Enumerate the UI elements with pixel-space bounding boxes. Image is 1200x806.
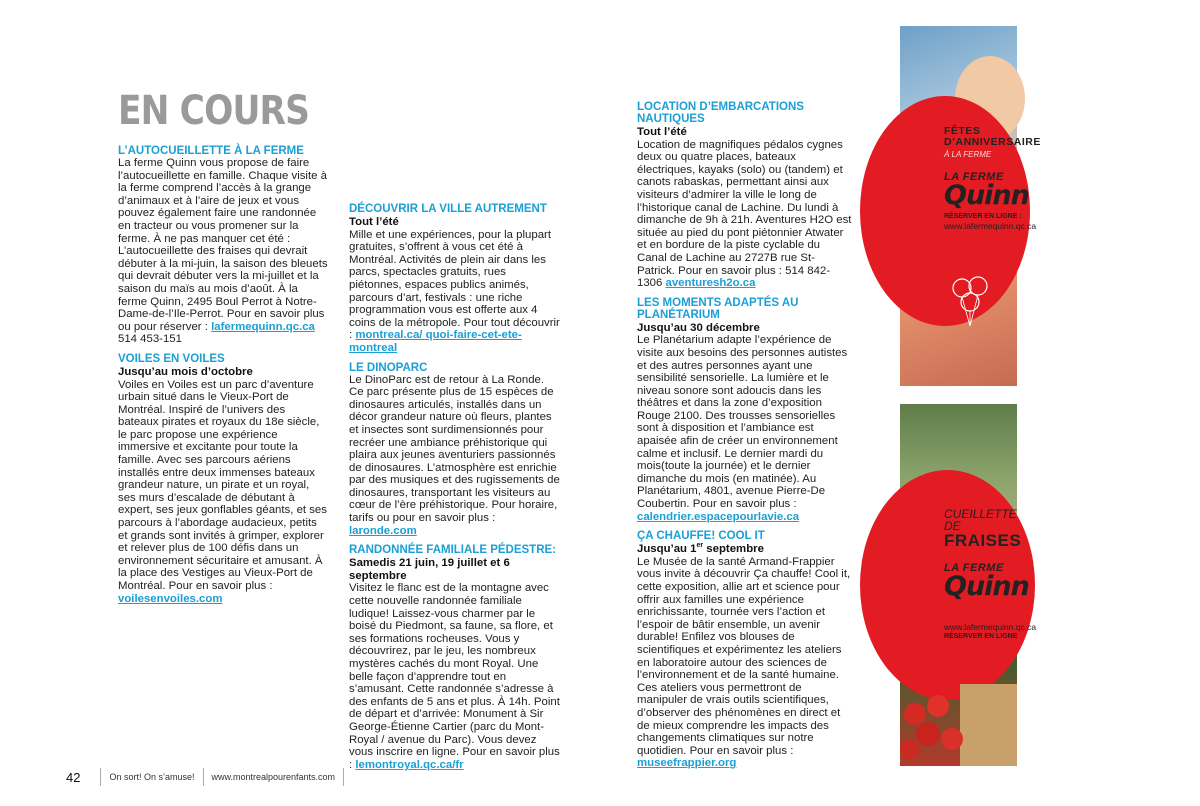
article-title: LES MOMENTS ADAPTÉS AU PLANÉTARIUM xyxy=(637,296,799,321)
article-voiles-en-voiles xyxy=(118,353,328,605)
column-1 xyxy=(118,145,328,612)
article-title: VOILES EN VOILES xyxy=(118,352,225,365)
article-decouvrir-ville xyxy=(349,203,561,355)
article-title: LE DINOPARC xyxy=(349,361,428,374)
footer-divider xyxy=(203,768,204,786)
ad-url[interactable]: www.lafermequinn.qc.ca xyxy=(944,622,1037,632)
article-body: Le Musée de la santé Armand-Frappier vous invite à découvrir Ça chauffe! Cool it, cette exposition, allie art et science pour offrir aux familles une expérience enrichissante, tournée vers l’action et l’espoir de bâtir ensemble, un avenir durable! Enfilez vos blouses de scientifiques et expérimentez les ateliers en laboratoire autour des sciences de l’environnement et de la santé humaine. Ces ateliers vous permettront de manipuler de vrais outils scientifiques, d’observer des phénomènes en direct et de mieux comprendre les impacts des changements climatiques sur notre quotidien. Pour en savoir plus : museefrappier.org xyxy=(637,555,851,770)
article-randonnee xyxy=(349,544,561,771)
article-link[interactable]: museefrappier.org xyxy=(637,757,737,770)
article-body: Visitez le flanc est de la montagne avec cette nouvelle randonnée familiale ludique! Laissez-vous charmer par le boisé du Piedmont, sa faune, sa flore, et ses formations rocheuses. Vous y découvrirez, par le jeu, les nombreux mystères cachés du mont Royal. Une belle façon d’apprendre tout en s’amusant. Cette randonnée s’adresse à des enfants de 5 ans et plus. À 14h. Point de départ et d’arrivée: Monument à Sir George-Étienne Cartier (parc du Mont-Royal / avenue du Parc). Vous devez vous inscrire en ligne. Pour en savoir plus : lemontroyal.qc.ca/fr xyxy=(349,582,560,771)
article-embarcations xyxy=(637,101,852,290)
brand-logo-top: LA FERME xyxy=(944,171,1004,183)
article-date: Tout l’été xyxy=(349,216,399,228)
article-link[interactable]: laronde.com xyxy=(349,524,417,537)
ad-fetes-anniversaire[interactable] xyxy=(900,26,1041,386)
article-link[interactable]: lemontroyal.qc.ca/fr xyxy=(355,758,464,771)
balloons-icon xyxy=(948,276,998,331)
ad-subheading: À LA FERME xyxy=(944,150,992,159)
article-body: Location de magnifiques pédalos cygnes deux ou quatre places, bateaux électriques, kayaks (solo) ou (tandem) et canots rabaskas, permettant ainsi aux visiteurs d’admirer la ville le long de l’historique canal de Lachine. Du lundi à dimanche de 9h à 21h. Aventures H2O est située au pied du pont piétonnier Atwater et en bordure de la piste cyclable du Canal de Lachine au 2727B rue St-Patrick. Pour en savoir plus : 514 842-1306 aventuresh2o.ca xyxy=(637,138,852,290)
column-2 xyxy=(349,203,561,778)
article-link[interactable]: voilesenvoiles.com xyxy=(118,592,223,605)
article-dinoparc xyxy=(349,362,561,538)
article-date: Jusqu’au mois d’octobre xyxy=(118,365,253,378)
ad-heading: D’ANNIVERSAIRE xyxy=(944,136,1041,148)
page-number: 42 xyxy=(66,769,81,785)
article-autocueillette xyxy=(118,145,328,346)
column-3 xyxy=(637,101,852,777)
ad-heading: FÊTES xyxy=(944,125,981,137)
ad-cueillette-fraises[interactable] xyxy=(900,404,1037,766)
ad-cta: RÉSERVER EN LIGNE : xyxy=(944,213,1022,220)
ad-text xyxy=(944,508,1036,640)
article-title: LOCATION D’EMBARCATIONS NAUTIQUES xyxy=(637,101,804,125)
article-body: Voiles en Voiles est un parc d’aventure urbain situé dans le Vieux-Port de Montréal. Inspiré de l’univers des bateaux pirates et royaux du 18e siècle, le parc propose une expérience immersive et excitante pour toute la famille. Avec ses parcours aériens installés entre deux immenses bateaux grandeur nature, un pirate et un royal, ses murs d’escalade de débutant à expert, ses jeux gonflables géants, et ses parcours à l’abordage audacieux, petits et grands sont invités à grimper, explorer et relever plus de 100 défis dans un environnement sécuritaire et amusant. À la place des Vestiges au Vieux-Port de Montréal. Pour en savoir plus : voilesenvoiles.com xyxy=(118,378,327,605)
article-title: ÇA CHAUFFE! COOL IT xyxy=(637,530,765,543)
ad-cta: RÉSERVER EN LIGNE xyxy=(944,633,1018,640)
footer-tagline: On sort! On s’amuse! xyxy=(109,772,195,782)
brand-logo-top: LA FERME xyxy=(944,562,1004,574)
article-body: Le DinoParc est de retour à La Ronde. Ce parc présente plus de 15 espèces de dinosaures articulés, installés dans un décor grandeur nature où fleurs, plantes et insectes sont surdimensionnés pour recréer une ambiance préhistorique qui plaira aux jeunes aventuriers passionnés de dinosaures. L’atmosphère est enrichie par des musiques et des rugissements de dinosaures, transportant les visiteurs au cœur de l’ère préhistorique. Pour horaire, tarifs ou pour en savoir plus : laronde.com xyxy=(349,373,560,537)
article-link[interactable]: lafermequinn.qc.ca xyxy=(211,320,315,333)
page-footer xyxy=(66,768,352,786)
article-body: La ferme Quinn vous propose de faire l’autocueillette en famille. Chaque visite à la ferme comprend l’accès à la grange d’animaux et à l’aire de jeux et vous pouvez également faire une randonnée en tracteur ou vous promener sur la ferme. À ne pas manquer cet été : L’autocueillette des fraises qui devrait débuter à la mi-juin, la saison des bleuets qui devrait débuter vers la mi-juillet et la saison du maïs au mois d’août. À la ferme Quinn, 2495 Boul Perrot à Notre-Dame-de-l’Ile-Perrot. Pour en savoir plus ou pour réserver : lafermequinn.qc.ca 514 453-151 xyxy=(118,157,328,346)
article-date: Jusqu’au 1er septembre xyxy=(637,542,764,556)
footer-divider xyxy=(100,768,101,786)
page-title: EN COURS xyxy=(118,88,310,134)
article-body: Le Planétarium adapte l’expérience de visite aux besoins des personnes autistes et des autres personnes ayant une sensibilité sensorielle. La lumière et le niveau sonore sont adoucis dans les théâtres et dans la zone d’exposition Rouge 2100. Des trousses sensorielles sont à disposition et l’ambiance est apaisée afin de créer un environnement calme et inclusif. Le dernier mardi du mois(toute la journée) et le dernier dimanche du mois (en matinée). Au Planétarium, 4801, avenue Pierre-De Coubertin. Pour en savoir plus : calendrier.espacepourlavie.ca xyxy=(637,334,848,523)
ad-url[interactable]: www.lafermequinn.qc.ca xyxy=(944,221,1037,231)
brand-logo: Quinn xyxy=(944,571,1029,602)
article-ca-chauffe xyxy=(637,530,852,770)
article-title: L’AUTOCUEILLETTE À LA FERME xyxy=(118,145,304,157)
article-title: RANDONNÉE FAMILIALE PÉDESTRE: xyxy=(349,544,557,557)
ad-heading: CUEILLETTE DE xyxy=(944,507,1017,533)
article-planetarium xyxy=(637,297,852,524)
article-link[interactable]: aventuresh2o.ca xyxy=(665,277,756,290)
footer-divider xyxy=(343,768,344,786)
footer-website[interactable]: www.montrealpourenfants.com xyxy=(211,772,336,782)
article-date: Samedis 21 juin, 19 juillet et 6 septembre xyxy=(349,557,510,582)
ad-text xyxy=(944,126,1041,231)
brand-logo: Quinn xyxy=(944,180,1029,211)
article-body: Mille et une expériences, pour la plupart gratuites, s’offrent à vous cet été à Montréal. Activités de plein air dans les parcs, spectacles gratuits, rues piétonnes, espaces publics animés, parcours d’art, festivals : une riche programmation vous est offerte aux 4 coins de la métropole. Pour tout découvrir : montreal.ca/ quoi-faire-cet-ete-montreal xyxy=(349,228,560,354)
article-date: Jusqu’au 30 décembre xyxy=(637,321,760,334)
article-date: Tout l’été xyxy=(637,126,687,138)
article-link[interactable]: montreal.ca/ quoi-faire-cet-ete-montreal xyxy=(349,329,522,354)
article-title: DÉCOUVRIR LA VILLE AUTREMENT xyxy=(349,203,547,215)
ad-heading: FRAISES xyxy=(944,531,1022,550)
strawberries-icon xyxy=(900,684,1017,766)
article-link[interactable]: calendrier.espacepourlavie.ca xyxy=(637,510,800,523)
